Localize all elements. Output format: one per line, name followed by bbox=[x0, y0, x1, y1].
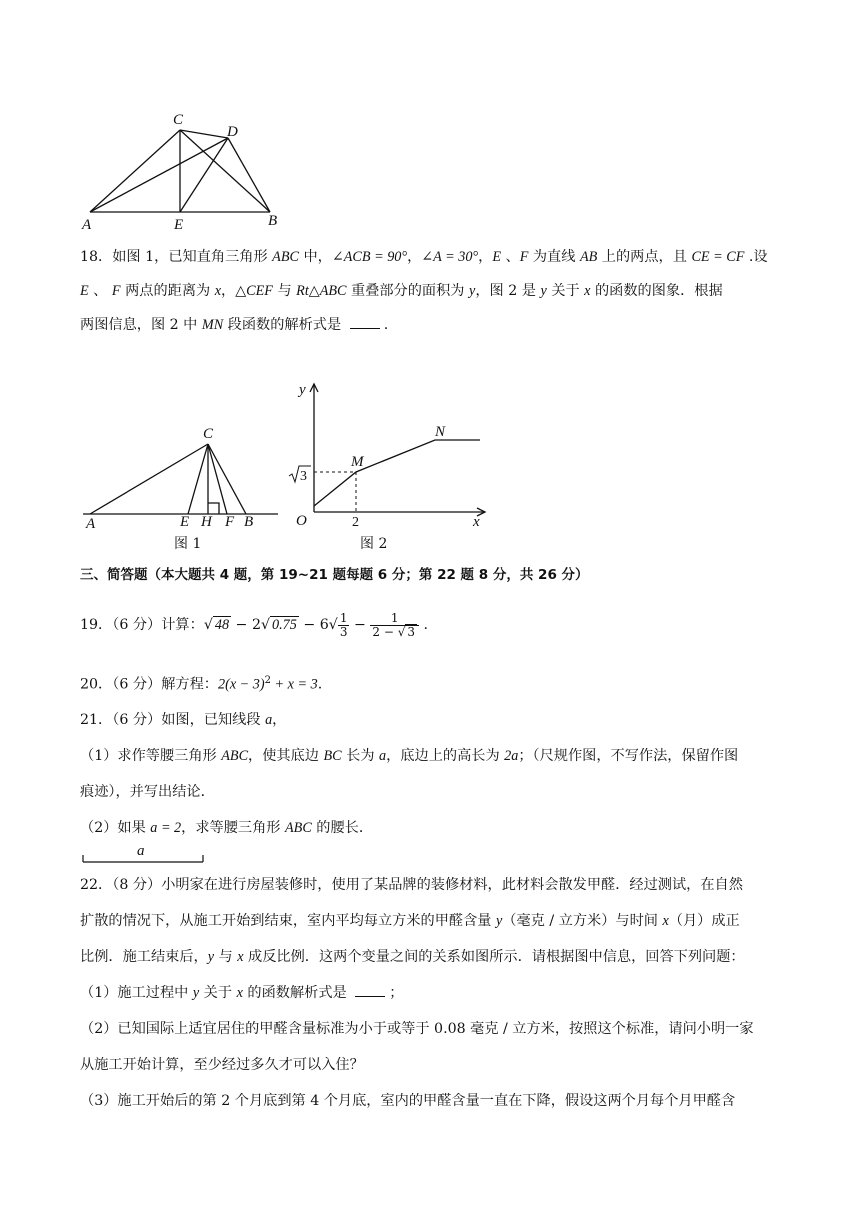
label-N: N bbox=[435, 424, 446, 440]
figure-17 bbox=[80, 108, 300, 233]
q18-line1: 18．如图 1，已知直角三角形 ABC 中，∠ACB = 90°，∠A = 30°，E 、F 为直线 AB 上的两点，且 CE = CF .设 bbox=[80, 249, 768, 265]
label-F: F bbox=[225, 514, 235, 530]
tick-sqrt3 bbox=[289, 466, 311, 484]
label-M: M bbox=[351, 454, 364, 470]
figure-1-caption: 图 1 bbox=[174, 536, 202, 552]
answer-blank bbox=[355, 984, 385, 997]
label-C: C bbox=[203, 426, 214, 442]
q21-line3: 痕迹），并写出结论． bbox=[80, 784, 215, 800]
q21-line4: （2）如果 a = 2，求等腰三角形 ABC 的腰长． bbox=[80, 820, 374, 836]
label-B: B bbox=[268, 213, 278, 229]
figure-2-caption: 图 2 bbox=[360, 536, 388, 552]
label-H: H bbox=[201, 514, 212, 530]
origin-label: O bbox=[296, 513, 307, 529]
q18-line2: E 、 F 两点的距离为 x，△CEF 与 Rt△ABC 重叠部分的面积为 y，图 2 是 y 关于 x 的函数的图象．根据 bbox=[80, 283, 723, 299]
q22-line4: （1）施工过程中 y 关于 x 的函数解析式是 ； bbox=[80, 985, 404, 1001]
label-E: E bbox=[174, 217, 184, 233]
q22-line2: 扩散的情况下，从施工开始到结束，室内平均每立方米的甲醛含量 y（毫克 / 立方米）与时间 x（月）成正 bbox=[80, 913, 740, 929]
label-A: A bbox=[82, 217, 92, 233]
q18-line3: 两图信息，图 2 中 MN 段函数的解析式是 . bbox=[80, 317, 389, 333]
figure-1 bbox=[80, 420, 280, 555]
label-A: A bbox=[86, 516, 96, 532]
axis-y-label: y bbox=[299, 382, 306, 398]
q21-line2: （1）求作等腰三角形 ABC，使其底边 BC 长为 a，底边上的高长为 2a；（尺规作图，不写作法，保留作图 bbox=[80, 748, 739, 764]
segment-a bbox=[80, 838, 210, 868]
q19-line: 19．（6 分）计算：√ 48 − 2√ 0.75 − 6√ $\frac{1}{3}$ − $\frac{1}{2 - √ 3}$ . bbox=[80, 610, 429, 639]
q22-line1: 22．（8 分）小明家在进行房屋装修时，使用了某品牌的装修材料，此材料会散发甲醛．经过测试，在自然 bbox=[80, 877, 743, 893]
axis-x-label: x bbox=[473, 514, 480, 530]
figure-2 bbox=[285, 378, 495, 555]
q20-line: 20．（6 分）解方程：$2(x - 3)^2 + x = 3$. bbox=[80, 675, 323, 693]
label-E: E bbox=[180, 514, 190, 530]
q22-line6: 从施工开始计算，至少经过多久才可以入住？ bbox=[80, 1057, 364, 1073]
q22-line5: （2）已知国际上适宜居住的甲醛含量标准为小于或等于 0.08 毫克 / 立方米，按照这个标准，请问小明一家 bbox=[80, 1021, 754, 1037]
q22-line3: 比例．施工结束后，y 与 x 成反比例．这两个变量之间的关系如图所示．请根据图中信息，回答下列问题： bbox=[80, 949, 745, 965]
svg-text:3: 3 bbox=[300, 469, 307, 484]
q21-line1: 21．（6 分）如图，已知线段 a， bbox=[80, 712, 287, 728]
q22-line7: （3）施工开始后的第 2 个月底到第 4 个月底，室内的甲醛含量一直在下降，假设这两个月每个月甲醛含 bbox=[80, 1093, 736, 1109]
label-B: B bbox=[244, 514, 254, 530]
segment-a-label: a bbox=[137, 843, 145, 859]
section-3-title: 三、简答题（本大题共 4 题，第 19~21 题每题 6 分；第 22 题 8 分，共 26 分） bbox=[80, 567, 589, 583]
tick-2: 2 bbox=[352, 515, 359, 530]
label-D: D bbox=[227, 124, 238, 140]
label-C: C bbox=[173, 112, 184, 128]
answer-blank bbox=[350, 316, 380, 329]
